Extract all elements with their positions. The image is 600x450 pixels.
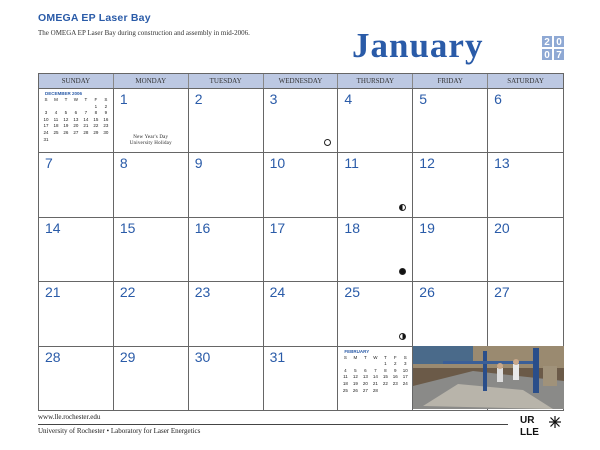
- mini-weekday: F: [94, 97, 98, 102]
- mini-weekday: S: [104, 97, 108, 102]
- day-number: 9: [194, 155, 203, 172]
- day-number: 28: [45, 348, 61, 365]
- day-number: 18: [344, 219, 360, 236]
- day-number: 8: [119, 155, 128, 172]
- day-number: 31: [269, 348, 286, 365]
- day-cell: [413, 218, 488, 282]
- moon-phase-last-icon: [399, 204, 406, 211]
- mini-day: 5: [354, 367, 357, 373]
- mini-day: [390, 388, 400, 395]
- weekday-label: SUNDAY: [39, 74, 114, 88]
- day-number: 17: [269, 219, 286, 236]
- mini-day: [61, 104, 71, 111]
- day-cell: [264, 89, 339, 153]
- year-badge: [541, 35, 565, 61]
- mini-weekday: S: [343, 354, 347, 360]
- day-number: 27: [494, 284, 510, 301]
- mini-day: 2: [394, 361, 397, 367]
- day-cell: [338, 153, 413, 217]
- mini-day: 14: [372, 374, 378, 380]
- logo-lle-text: LLE: [520, 427, 539, 438]
- mini-day: 18: [342, 380, 348, 386]
- mini-calendar-february: [340, 349, 410, 395]
- laser-bay-photo: [412, 346, 564, 409]
- mini-day: 20: [73, 123, 79, 129]
- day-number: 25: [344, 284, 360, 301]
- mini-day: [400, 388, 410, 395]
- ur-lle-logo: [518, 413, 564, 438]
- mini-calendar-title: FEBRUARY: [344, 348, 370, 354]
- weekday-label: WEDNESDAY: [264, 74, 339, 88]
- day-cell: [114, 218, 189, 282]
- logo-ur-text: UR: [520, 415, 535, 426]
- mini-day: 16: [103, 116, 109, 122]
- mini-weekday: W: [73, 97, 79, 102]
- holiday-line: New Year's Day: [133, 135, 169, 141]
- mini-day: [41, 104, 51, 111]
- mini-day: 11: [53, 116, 59, 122]
- mini-day: [101, 137, 111, 144]
- weekday-label: SATURDAY: [507, 77, 544, 85]
- day-number: 12: [419, 155, 435, 172]
- day-number: 20: [494, 219, 510, 236]
- mini-day: 18: [53, 123, 59, 129]
- day-cell: [189, 218, 264, 282]
- day-number: 3: [269, 91, 278, 107]
- mini-day: 27: [73, 129, 79, 135]
- day-number: 7: [45, 155, 53, 172]
- mini-day: [81, 104, 91, 111]
- footer-organization: University of Rochester • Laboratory for Laser Energetics: [38, 427, 201, 435]
- day-cell: [488, 89, 563, 153]
- mini-day: [91, 137, 101, 144]
- mini-day: 9: [394, 367, 397, 373]
- mini-day: 19: [63, 123, 69, 129]
- day-cell: [264, 218, 339, 282]
- mini-day: 23: [392, 380, 398, 386]
- mini-day: 21: [83, 123, 89, 129]
- day-cell: [413, 153, 488, 217]
- mini-day: 29: [93, 129, 99, 135]
- day-cell: [264, 347, 339, 411]
- day-cell: [488, 218, 563, 282]
- day-number: 6: [494, 91, 502, 107]
- day-cell: [488, 282, 563, 346]
- month-title: January: [352, 26, 484, 65]
- day-cell: [338, 218, 413, 282]
- day-number: 19: [419, 219, 435, 236]
- mini-day: [370, 361, 380, 368]
- mini-day: 4: [54, 110, 58, 116]
- mini-day: 11: [343, 374, 348, 380]
- mini-calendar-december: [41, 91, 111, 143]
- calendar-photo-title: OMEGA EP Laser Bay: [38, 12, 151, 24]
- mini-day: 21: [372, 380, 378, 386]
- mini-day: 3: [404, 361, 407, 367]
- year-digit: 0: [553, 35, 565, 48]
- day-cell: [338, 347, 413, 411]
- mini-day: 12: [63, 116, 69, 122]
- day-cell: [114, 89, 189, 153]
- mini-calendar-grid: [340, 355, 410, 395]
- mini-weekday: W: [373, 354, 378, 360]
- mini-weekday: T: [383, 354, 387, 360]
- day-cell: [39, 282, 114, 346]
- mini-day: 17: [402, 374, 408, 380]
- footer-divider: [38, 424, 508, 425]
- day-number: 10: [269, 155, 286, 172]
- mini-day: 30: [103, 129, 109, 135]
- mini-day: [360, 361, 370, 368]
- year-digit: 0: [541, 48, 553, 61]
- day-number: 23: [194, 284, 211, 301]
- day-cell: [189, 282, 264, 346]
- mini-day: 26: [352, 387, 358, 393]
- mini-day: 31: [43, 136, 49, 142]
- day-number: 30: [194, 348, 211, 365]
- day-number: 22: [119, 284, 136, 301]
- mini-day: 13: [362, 374, 368, 380]
- mini-day: 4: [344, 367, 347, 373]
- mini-weekday: S: [44, 97, 48, 102]
- day-cell: [39, 347, 114, 411]
- photo-caption: The OMEGA EP Laser Bay during construction and assembly in mid-2006.: [38, 29, 250, 37]
- mini-day: 3: [44, 110, 48, 116]
- weekday-label: THURSDAY: [338, 74, 413, 88]
- mini-day: 15: [382, 374, 388, 380]
- mini-weekday: F: [393, 354, 397, 360]
- mini-day: 27: [362, 387, 368, 393]
- day-number: 24: [269, 284, 286, 301]
- mini-day: [81, 137, 91, 144]
- day-cell: [413, 89, 488, 153]
- mini-day: 2: [104, 103, 108, 109]
- day-number: 26: [419, 284, 435, 301]
- day-number: 5: [419, 91, 428, 107]
- day-number: 14: [45, 219, 61, 236]
- mini-day: 6: [74, 110, 78, 116]
- mini-day: 22: [93, 123, 99, 129]
- mini-day: [380, 388, 390, 395]
- weekday-label: FRIDAY: [413, 74, 488, 88]
- weekday-header: [39, 74, 563, 89]
- mini-weekday: T: [363, 354, 367, 360]
- mini-day: 25: [342, 387, 348, 393]
- mini-day: 26: [63, 129, 69, 135]
- weekday-label: TUESDAY: [189, 74, 264, 88]
- day-number: 21: [45, 284, 61, 301]
- weekday-label: MONDAY: [114, 74, 189, 88]
- day-cell: [264, 282, 339, 346]
- mini-day: 23: [103, 123, 109, 129]
- day-cell: [338, 282, 413, 346]
- day-cell: [39, 218, 114, 282]
- mini-weekday: S: [403, 354, 407, 360]
- mini-day: 10: [43, 116, 49, 122]
- mini-day: 9: [104, 110, 108, 116]
- day-number: 13: [494, 155, 510, 172]
- mini-day: 28: [372, 387, 378, 393]
- moon-phase-first-icon: [399, 333, 406, 340]
- mini-day: [71, 104, 81, 111]
- day-cell: [338, 89, 413, 153]
- mini-calendar-title: DECEMBER 2006: [45, 91, 83, 96]
- year-digit: 7: [553, 48, 565, 61]
- day-cell: [413, 282, 488, 346]
- day-cell: [114, 282, 189, 346]
- day-cell: [189, 347, 264, 411]
- mini-day: 15: [93, 116, 99, 122]
- mini-day: 1: [94, 103, 98, 109]
- day-cell: [114, 347, 189, 411]
- mini-day: 8: [94, 110, 98, 116]
- day-number: 1: [119, 91, 128, 107]
- mini-weekday: M: [353, 354, 358, 360]
- mini-day: 12: [352, 374, 358, 380]
- mini-day: [51, 104, 61, 111]
- mini-day: 24: [43, 129, 49, 135]
- mini-day: 1: [384, 361, 387, 367]
- mini-day: 14: [83, 116, 89, 122]
- mini-day: 20: [362, 380, 368, 386]
- mini-day: [350, 361, 360, 368]
- day-number: 4: [344, 91, 353, 107]
- day-cell: [264, 153, 339, 217]
- holiday-note: [114, 135, 188, 147]
- day-cell: [488, 153, 563, 217]
- mini-day: [51, 137, 61, 144]
- mini-day: 28: [83, 129, 89, 135]
- day-number: 2: [194, 91, 203, 107]
- day-cell: [114, 153, 189, 217]
- mini-day: [61, 137, 71, 144]
- moon-phase-full-icon: [324, 139, 331, 146]
- mini-day: 5: [64, 110, 68, 116]
- year-digit: 2: [541, 35, 553, 48]
- mini-day: [340, 361, 350, 368]
- mini-day: 24: [402, 380, 408, 386]
- mini-day: 25: [53, 129, 59, 135]
- day-cell: [189, 89, 264, 153]
- mini-day: 16: [392, 374, 398, 380]
- mini-day: 19: [352, 380, 358, 386]
- day-cell: [39, 153, 114, 217]
- mini-day: [71, 137, 81, 144]
- mini-day: 7: [374, 367, 377, 373]
- mini-day: 17: [43, 123, 49, 129]
- mini-day: 6: [364, 367, 367, 373]
- mini-day: 22: [382, 380, 388, 386]
- day-number: 15: [119, 219, 136, 236]
- footer-url[interactable]: www.lle.rochester.edu: [38, 413, 101, 421]
- mini-day: 7: [84, 110, 88, 116]
- holiday-line: University Holiday: [129, 141, 172, 147]
- day-number: 29: [119, 348, 136, 365]
- mini-day: 8: [384, 367, 387, 373]
- mini-weekday: M: [54, 97, 58, 102]
- day-number: 11: [344, 155, 359, 172]
- moon-phase-new-icon: [399, 268, 406, 275]
- mini-weekday: T: [64, 97, 68, 102]
- day-number: 16: [194, 219, 211, 236]
- mini-day: 10: [402, 367, 408, 373]
- mini-calendar-grid: [41, 97, 111, 143]
- mini-day: 13: [73, 116, 79, 122]
- day-cell: [189, 153, 264, 217]
- mini-weekday: T: [84, 97, 88, 102]
- day-cell: [39, 89, 114, 153]
